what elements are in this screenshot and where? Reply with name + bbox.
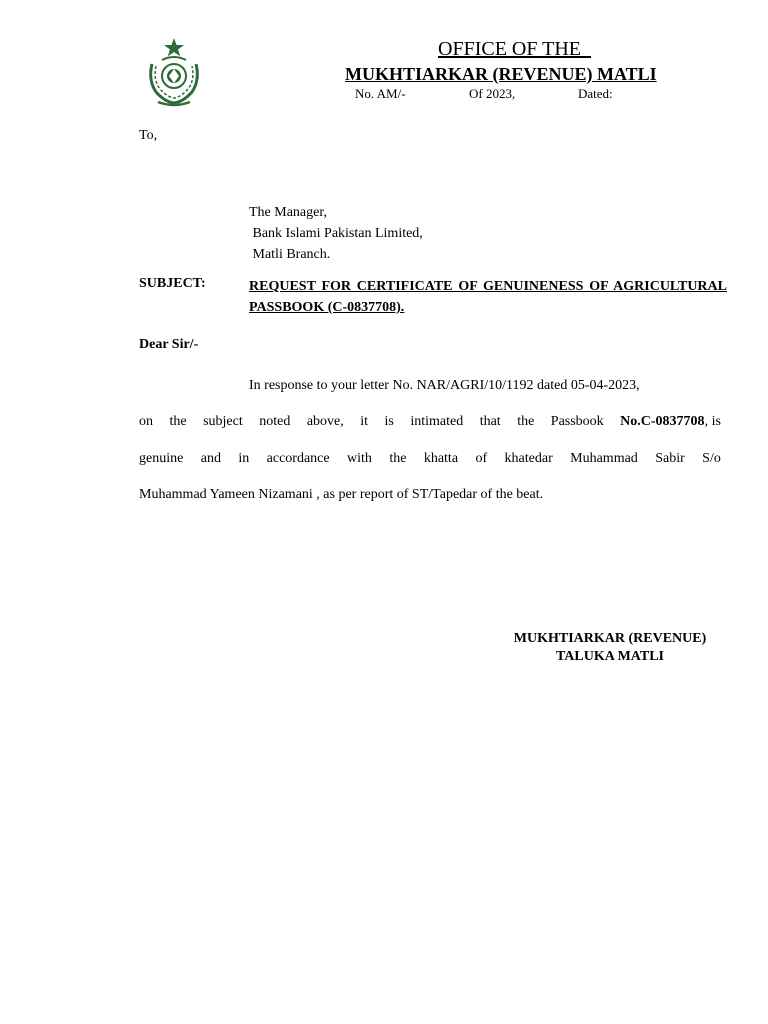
office-subtitle: MUKHTIARKAR (REVENUE) MATLI (345, 64, 657, 84)
body-word: is (384, 414, 394, 429)
body-word: S/o (702, 451, 721, 466)
to-label: To, (139, 128, 158, 143)
body-word: genuine (139, 451, 184, 466)
body-word: and (200, 451, 221, 466)
addressee-line: Matli Branch. (249, 247, 331, 262)
subject-label: SUBJECT: (139, 276, 206, 291)
reference-dated: Dated: (578, 86, 613, 101)
body-word: Passbook (550, 414, 604, 429)
body-line-4: Muhammad Yameen Nizamani , as per report of ST/Tapedar of the beat. (139, 487, 544, 502)
salutation: Dear Sir/- (139, 337, 199, 352)
addressee-line: Bank Islami Pakistan Limited, (249, 226, 423, 241)
body-word: khatedar (504, 451, 553, 466)
passbook-number-group (620, 414, 721, 430)
body-word: accordance (266, 451, 330, 466)
body-word: with (347, 451, 372, 466)
signature-title: MUKHTIARKAR (REVENUE) (513, 631, 707, 646)
addressee-line: The Manager, (249, 205, 327, 220)
body-word: noted (259, 414, 291, 429)
body-word: in (238, 451, 250, 466)
body-word: it (360, 414, 369, 429)
body-word: Muhammad (570, 451, 638, 466)
office-title: OFFICE OF THE (438, 38, 591, 60)
body-line-1: In response to your letter No. NAR/AGRI/10/1192 dated 05-04-2023, (249, 378, 640, 393)
government-seal-icon (138, 36, 210, 108)
signature-block (490, 630, 730, 666)
passbook-number: No.C-0837708 (620, 414, 705, 429)
body-word: above, (306, 414, 344, 429)
body-word: the (169, 414, 187, 429)
body-word: khatta (423, 451, 459, 466)
body-word: intimated (410, 414, 464, 429)
body-line-3 (139, 451, 721, 467)
addressee-block (249, 202, 423, 265)
reference-year: Of 2023, (469, 86, 516, 101)
body-line-2 (139, 414, 721, 430)
reference-number: No. AM/- (355, 86, 406, 101)
body-word: the (389, 451, 407, 466)
signature-taluka: TALUKA MATLI (556, 649, 664, 664)
body-word: on (139, 414, 153, 429)
body-word: of (475, 451, 488, 466)
body-word: that (479, 414, 501, 429)
body-word: the (517, 414, 535, 429)
body-word: Sabir (655, 451, 685, 466)
subject-text: REQUEST FOR CERTIFICATE OF GENUINENESS OF AGRICULTURAL PASSBOOK (C-0837708). (249, 279, 727, 315)
body-word: , is (704, 414, 721, 429)
body-word: subject (203, 414, 243, 429)
